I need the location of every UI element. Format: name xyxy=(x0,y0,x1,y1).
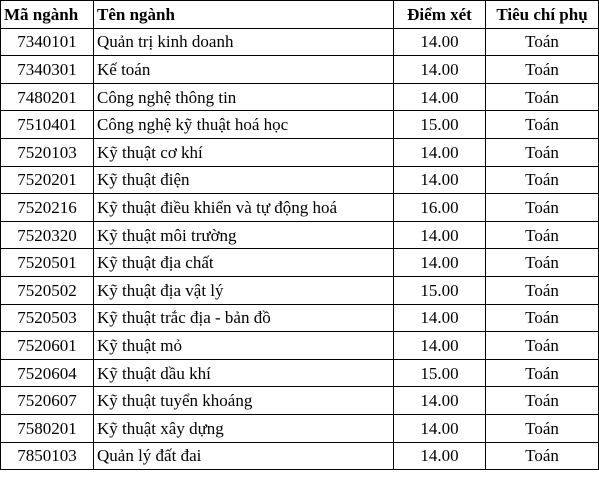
header-major-code: Mã ngành xyxy=(1,1,94,29)
header-row xyxy=(1,1,599,29)
cell-major-code: 7520503 xyxy=(1,304,94,332)
header-major-name: Tên ngành xyxy=(94,1,394,29)
cell-tiebreak: Toán xyxy=(486,221,599,249)
cell-major-name: Kỹ thuật mỏ xyxy=(94,332,394,360)
cell-tiebreak: Toán xyxy=(486,83,599,111)
cell-score: 14.00 xyxy=(394,166,486,194)
cell-score: 15.00 xyxy=(394,111,486,139)
table-row xyxy=(1,56,599,84)
cell-major-name: Kỹ thuật trắc địa - bản đồ xyxy=(94,304,394,332)
cell-score: 14.00 xyxy=(394,83,486,111)
cell-tiebreak: Toán xyxy=(486,359,599,387)
table-row xyxy=(1,83,599,111)
cell-major-name: Kỹ thuật điện xyxy=(94,166,394,194)
cell-major-code: 7520320 xyxy=(1,221,94,249)
cell-score: 14.00 xyxy=(394,304,486,332)
table-row xyxy=(1,194,599,222)
cell-score: 14.00 xyxy=(394,28,486,56)
cell-tiebreak: Toán xyxy=(486,332,599,360)
cell-major-code: 7520216 xyxy=(1,194,94,222)
cell-major-code: 7520201 xyxy=(1,166,94,194)
table-row xyxy=(1,28,599,56)
cell-tiebreak: Toán xyxy=(486,304,599,332)
cell-tiebreak: Toán xyxy=(486,387,599,415)
cell-tiebreak: Toán xyxy=(486,56,599,84)
cell-score: 14.00 xyxy=(394,221,486,249)
cell-major-code: 7580201 xyxy=(1,414,94,442)
table-row xyxy=(1,138,599,166)
cell-score: 14.00 xyxy=(394,249,486,277)
cell-major-code: 7340101 xyxy=(1,28,94,56)
cell-major-code: 7520601 xyxy=(1,332,94,360)
cell-major-code: 7520604 xyxy=(1,359,94,387)
table-row xyxy=(1,359,599,387)
cell-major-name: Kỹ thuật tuyển khoáng xyxy=(94,387,394,415)
cell-major-name: Công nghệ thông tin xyxy=(94,83,394,111)
cell-major-code: 7480201 xyxy=(1,83,94,111)
cell-major-name: Kỹ thuật dầu khí xyxy=(94,359,394,387)
table-row xyxy=(1,387,599,415)
cell-major-code: 7510401 xyxy=(1,111,94,139)
table-header xyxy=(1,1,599,29)
cell-score: 14.00 xyxy=(394,414,486,442)
cell-score: 14.00 xyxy=(394,138,486,166)
table-row xyxy=(1,111,599,139)
table-row xyxy=(1,332,599,360)
cell-major-code: 7520607 xyxy=(1,387,94,415)
cell-major-name: Kỹ thuật địa vật lý xyxy=(94,276,394,304)
cell-tiebreak: Toán xyxy=(486,28,599,56)
cell-major-code: 7520502 xyxy=(1,276,94,304)
table-row xyxy=(1,414,599,442)
cell-score: 15.00 xyxy=(394,276,486,304)
cell-tiebreak: Toán xyxy=(486,138,599,166)
cell-major-name: Kỹ thuật xây dựng xyxy=(94,414,394,442)
cell-score: 14.00 xyxy=(394,442,486,470)
cell-major-code: 7340301 xyxy=(1,56,94,84)
table-row xyxy=(1,442,599,470)
table-row xyxy=(1,221,599,249)
cell-major-name: Kỹ thuật môi trường xyxy=(94,221,394,249)
cell-tiebreak: Toán xyxy=(486,249,599,277)
cell-major-name: Kỹ thuật cơ khí xyxy=(94,138,394,166)
cell-major-name: Quản lý đất đai xyxy=(94,442,394,470)
cell-score: 14.00 xyxy=(394,387,486,415)
table-row xyxy=(1,304,599,332)
table-row xyxy=(1,166,599,194)
table-row xyxy=(1,276,599,304)
cell-score: 15.00 xyxy=(394,359,486,387)
cell-major-code: 7520103 xyxy=(1,138,94,166)
table-body xyxy=(1,28,599,470)
cell-major-code: 7850103 xyxy=(1,442,94,470)
cell-score: 16.00 xyxy=(394,194,486,222)
cell-tiebreak: Toán xyxy=(486,276,599,304)
cell-score: 14.00 xyxy=(394,56,486,84)
cell-tiebreak: Toán xyxy=(486,194,599,222)
cell-tiebreak: Toán xyxy=(486,111,599,139)
cell-score: 14.00 xyxy=(394,332,486,360)
cell-major-name: Kế toán xyxy=(94,56,394,84)
cell-tiebreak: Toán xyxy=(486,166,599,194)
cell-major-name: Công nghệ kỹ thuật hoá học xyxy=(94,111,394,139)
header-tiebreak: Tiêu chí phụ xyxy=(486,1,599,29)
cell-tiebreak: Toán xyxy=(486,414,599,442)
cell-major-code: 7520501 xyxy=(1,249,94,277)
cell-major-name: Kỹ thuật điều khiển và tự động hoá xyxy=(94,194,394,222)
cell-major-name: Quản trị kinh doanh xyxy=(94,28,394,56)
cell-tiebreak: Toán xyxy=(486,442,599,470)
header-score: Điểm xét xyxy=(394,1,486,29)
table-row xyxy=(1,249,599,277)
cell-major-name: Kỹ thuật địa chất xyxy=(94,249,394,277)
